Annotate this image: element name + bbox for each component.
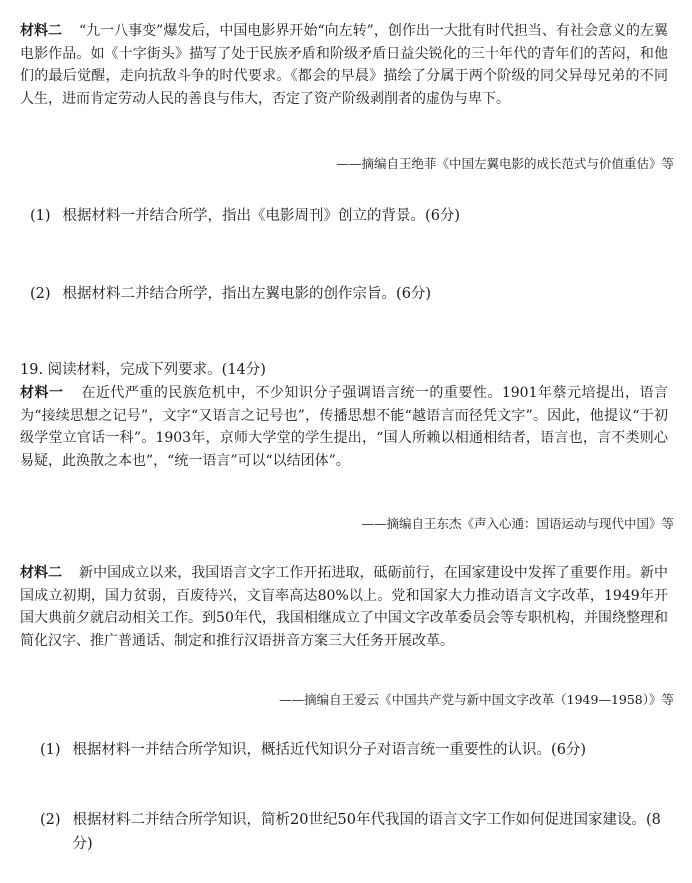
q19-material1-paragraph bbox=[20, 382, 668, 472]
q19-material2-source: ——摘编自王爱云《中国共产党与新中国文字改革（1949—1958）》等 bbox=[279, 692, 674, 707]
question-text: 根据材料一并结合所学，指出《电影周刊》创立的背景。(6分) bbox=[62, 208, 461, 224]
question-text: 根据材料二并结合所学知识，简析20世纪50年代我国的语言文字工作如何促进国家建设。(8分) bbox=[72, 812, 661, 852]
material-text: 在近代严重的民族危机中，不少知识分子强调语言统一的重要性。1901年蔡元培提出，语言为“接续思想之记号”，文字“又语言之记号也”，传播思想不能“越语言而径凭文字”。因此，他提议“于初级学堂立官话一科”。1903年，京师大学堂的学生提出，“国人所赖以相通相结者，语言也，言不类则心易疑，此涣散之本也”，“统一语言”可以“以结团体”。 bbox=[20, 385, 668, 469]
q19-material2-paragraph bbox=[20, 562, 668, 652]
material-label: 材料一 bbox=[20, 385, 64, 401]
material-text: “九一八事变”爆发后，中国电影界开始“向左转”，创作出一大批有时代担当、有社会意义的左翼电影作品。如《十字街头》描写了处于民族矛盾和阶级矛盾日益尖锐化的三十年代的青年们的苦闷，和他们的最后觉醒，走向抗敌斗争的时代要求。《都会的早晨》描绘了分属于两个阶级的同父异母兄弟的不同人生，进而肯定劳动人民的善良与伟大，否定了资产阶级剥削者的虚伪与卑下。 bbox=[20, 23, 669, 107]
question-number: (1) bbox=[30, 208, 51, 224]
q18-material2-source: ——摘编自王绝菲《中国左翼电影的成长范式与价值重估》等 bbox=[336, 156, 674, 171]
q18-question-1 bbox=[30, 204, 670, 228]
q19-question-1 bbox=[40, 738, 670, 762]
question-text: 根据材料一并结合所学知识，概括近代知识分子对语言统一重要性的认识。(6分) bbox=[72, 742, 587, 758]
question-number: (2) bbox=[30, 286, 51, 302]
material-label: 材料二 bbox=[20, 23, 63, 39]
q19-heading: 19. 阅读材料，完成下列要求。(14分) bbox=[20, 362, 266, 378]
q19-question-2 bbox=[40, 808, 670, 856]
q18-material2-paragraph bbox=[20, 20, 668, 110]
q19-material1-source: ——摘编自王东杰《声入心通：国语运动与现代中国》等 bbox=[361, 516, 674, 531]
material-label: 材料二 bbox=[20, 565, 63, 581]
material-text: 新中国成立以来，我国语言文字工作开拓进取，砥砺前行，在国家建设中发挥了重要作用。新中国成立初期，国力贫弱，百废待兴，文盲率高达80%以上。党和国家大力推动语言文字改革，1949年开国大典前夕就启动相关工作。到50年代，我国相继成立了中国文字改革委员会等专职机构，并围绕整理和简化汉字、推广普通话、制定和推行汉语拼音方案三大任务开展改革。 bbox=[20, 565, 669, 649]
question-number: (2) bbox=[40, 812, 61, 828]
question-number: (1) bbox=[40, 742, 61, 758]
question-text: 根据材料二并结合所学，指出左翼电影的创作宗旨。(6分) bbox=[62, 286, 432, 302]
q18-question-2 bbox=[30, 282, 670, 306]
